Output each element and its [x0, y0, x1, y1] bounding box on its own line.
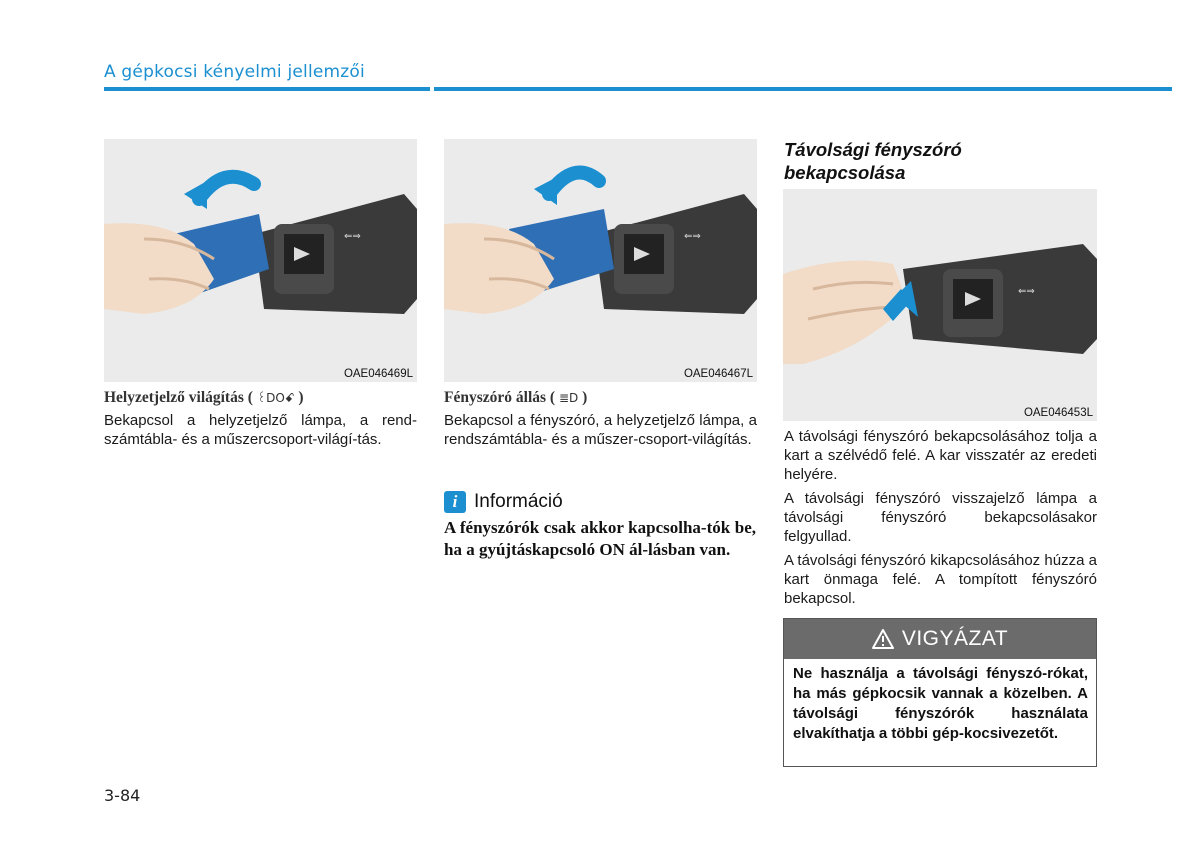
figure-high-beam: [783, 189, 1097, 421]
light-switch-stalk-image: [104, 139, 417, 382]
body-text: Bekapcsol a helyzetjelző lámpa, a rend-számtábla- és a műszercsoport-világí-tás.: [104, 412, 417, 448]
figure-headlight: [444, 139, 757, 382]
light-switch-stalk-image: [783, 189, 1097, 421]
headlight-icon: ≣D: [558, 391, 579, 405]
section-title: Távolsági fényszóró bekapcsolása: [784, 139, 962, 183]
body-text: Bekapcsol a fényszóró, a helyzetjelző lámpa, a rendszámtábla- és a műszer-csoport-világítás.: [444, 412, 757, 448]
figure-code: OAE046469L: [343, 368, 413, 380]
warning-title: VIGYÁZAT: [901, 627, 1009, 650]
caption-position-light: Helyzetjelző világítás ( ꒰DOꗃ ): [104, 389, 304, 406]
warning-header: [784, 619, 1096, 659]
header-rule-left: [104, 87, 430, 91]
header-rule-right: [434, 87, 1172, 91]
warning-text: Ne használja a távolsági fényszó-rókat, ha más gépkocsik vannak a közelben. A távolsági fényszórók használata elvakíthatja a többi gép-kocsivezetőt.: [793, 665, 1088, 742]
figure-code: OAE046453L: [1023, 407, 1093, 419]
body-text-1: A távolsági fényszóró bekapcsolásához tolja a kart a szélvédő felé. A kar visszatér az eredeti helyére.: [784, 428, 1097, 483]
figure-code: OAE046467L: [683, 368, 753, 380]
body-text-3: A távolsági fényszóró kikapcsolásához húzza a kart önmaga felé. A tompított fényszóró bekapcsol.: [784, 552, 1097, 607]
warning-triangle-icon: [872, 629, 894, 649]
column-high-beam: [784, 424, 1097, 608]
header-title: A gépkocsi kényelmi jellemzői: [104, 62, 365, 82]
info-heading: [444, 491, 563, 513]
body-text-2: A távolsági fényszóró visszajelző lámpa a távolsági fényszóró bekapcsolásakor felgyullad.: [784, 490, 1097, 545]
info-icon: i: [444, 491, 466, 513]
caption-headlight: Fényszóró állás ( ≣D ): [444, 389, 588, 406]
figure-position-light: [104, 139, 417, 382]
column-headlight: [444, 388, 757, 449]
info-text: A fényszórók csak akkor kapcsolha-tók be, ha a gyújtáskapcsoló ON ál-lásban van.: [444, 518, 756, 559]
light-switch-stalk-image: [444, 139, 757, 382]
svg-text:⇐⇒: ⇐⇒: [1018, 286, 1035, 297]
warning-box: [783, 618, 1097, 767]
page-number: 3-84: [104, 786, 141, 805]
svg-text:⇐⇒: ⇐⇒: [344, 231, 361, 242]
svg-text:⇐⇒: ⇐⇒: [684, 231, 701, 242]
column-position-light: [104, 388, 417, 449]
position-light-icon: ꒰DOꗃ: [256, 391, 295, 405]
info-title: Információ: [474, 491, 563, 512]
